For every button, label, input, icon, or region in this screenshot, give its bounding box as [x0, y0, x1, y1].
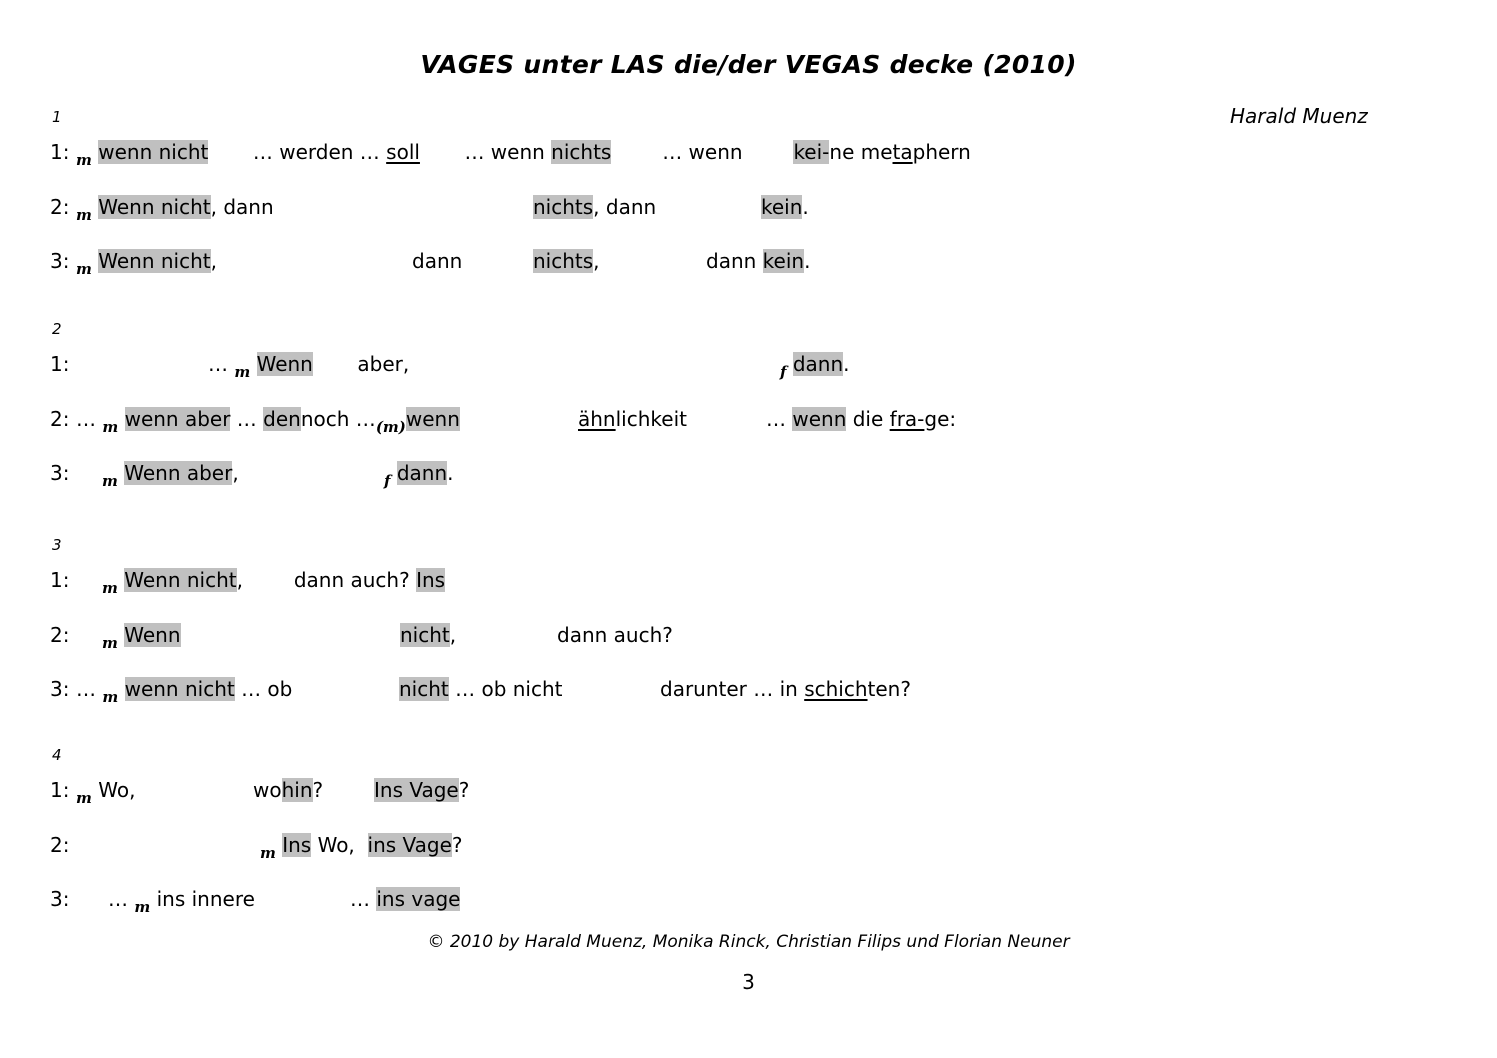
- voice-text-fragment: [533, 189, 656, 225]
- dynamic-marking: m: [76, 206, 92, 224]
- highlighted-word: nichts: [551, 140, 612, 164]
- text-fragment: …: [208, 352, 235, 376]
- highlighted-word: wenn nicht: [124, 677, 235, 701]
- voice-text: [102, 562, 445, 600]
- highlighted-word: wenn aber: [124, 407, 231, 431]
- highlighted-word: Ins: [282, 833, 312, 857]
- highlighted-word: nichts: [533, 195, 594, 219]
- voice-text: [76, 243, 217, 281]
- section-number: 4: [52, 746, 62, 764]
- voice-text-fragment: [400, 617, 456, 653]
- highlighted-word: nichts: [533, 249, 594, 273]
- text-fragment: , dann auch?: [236, 568, 417, 592]
- text-fragment: ,: [593, 249, 600, 273]
- text-fragment: ins innere: [150, 887, 255, 911]
- voice-label: 1:: [50, 568, 70, 592]
- highlighted-word: Wenn: [124, 623, 181, 647]
- text-fragment: … wenn: [419, 140, 552, 164]
- voice-label: 3:: [50, 461, 70, 485]
- page-number: 3: [742, 970, 755, 994]
- text-fragment: …: [108, 887, 135, 911]
- highlighted-word: hin: [281, 778, 313, 802]
- voice-line: [0, 772, 1497, 812]
- voice-label: 1:: [50, 778, 70, 802]
- voice-text-fragment: [384, 455, 453, 493]
- voice-text: [76, 189, 274, 227]
- highlighted-word: Wenn nicht: [98, 249, 211, 273]
- text-fragment: [250, 352, 256, 376]
- highlighted-word: Wenn: [256, 352, 313, 376]
- voice-line: [0, 346, 1497, 386]
- voice-text-fragment: [706, 243, 810, 279]
- voice-text-fragment: [766, 401, 956, 437]
- text-fragment: [390, 461, 396, 485]
- dynamic-marking: m: [102, 418, 119, 436]
- text-fragment: ,: [449, 623, 457, 647]
- dynamic-marking: f: [384, 472, 391, 490]
- voice-line: [0, 562, 1497, 602]
- dynamic-marking: m: [102, 472, 118, 490]
- text-fragment: .: [843, 352, 850, 376]
- highlighted-word: Wenn nicht: [124, 568, 237, 592]
- voice-text-fragment: [374, 772, 469, 808]
- highlighted-word: wenn: [405, 407, 460, 431]
- highlighted-word: Wenn aber: [124, 461, 233, 485]
- section-number: 3: [52, 536, 62, 554]
- dynamic-marking: m: [102, 688, 119, 706]
- voice-text-fragment: [578, 401, 687, 437]
- voice-label: 3:: [50, 887, 70, 911]
- highlighted-word: kein: [762, 249, 805, 273]
- text-fragment: aber,: [312, 352, 410, 376]
- voice-text: [102, 617, 181, 655]
- author-name: Harald Muenz: [1230, 104, 1368, 128]
- text-fragment: … werden …: [208, 140, 387, 164]
- highlighted-word: wenn nicht: [98, 140, 209, 164]
- highlighted-word: dann: [792, 352, 844, 376]
- voice-label: 1:: [50, 352, 70, 376]
- voice-label: 2:: [50, 833, 70, 857]
- voice-line: [0, 671, 1497, 711]
- highlighted-word: Ins Vage: [374, 778, 459, 802]
- dynamic-marking: m: [102, 634, 118, 652]
- highlighted-word: ins Vage: [367, 833, 452, 857]
- text-fragment: noch …: [300, 407, 376, 431]
- text-fragment: ge:: [924, 407, 957, 431]
- dynamic-marking: m: [102, 579, 118, 597]
- text-fragment: …: [230, 407, 264, 431]
- text-fragment: wo: [253, 778, 282, 802]
- text-fragment: [118, 407, 124, 431]
- text-fragment: , dann: [210, 195, 274, 219]
- dynamic-marking: (m): [375, 418, 406, 436]
- voice-label: 2:: [50, 195, 70, 219]
- text-fragment: … ob nicht: [448, 677, 563, 701]
- text-fragment: .: [802, 195, 809, 219]
- voice-text-fragment: [399, 671, 563, 707]
- copyright-notice: © 2010 by Harald Muenz, Monika Rinck, Christian Filips und Florian Neuner: [427, 932, 1070, 952]
- section-number: 1: [52, 108, 62, 126]
- dynamic-marking: f: [780, 363, 787, 381]
- voice-line: [0, 617, 1497, 657]
- text-fragment: ne me: [829, 140, 893, 164]
- highlighted-word: nicht: [400, 623, 450, 647]
- highlighted-word: kein: [761, 195, 803, 219]
- text-fragment: Wo,: [311, 833, 368, 857]
- text-fragment: dann: [706, 249, 763, 273]
- voice-text-fragment: [660, 671, 911, 707]
- voice-text: [76, 671, 292, 709]
- text-fragment: ,: [232, 461, 239, 485]
- dynamic-marking: m: [76, 151, 92, 169]
- underlined-word: ähn: [578, 407, 616, 431]
- text-fragment: .: [447, 461, 454, 485]
- page-title: VAGES unter LAS die/der VEGAS decke (2010): [420, 50, 1077, 79]
- voice-text-fragment: [557, 617, 673, 653]
- voice-text-fragment: [350, 881, 460, 917]
- text-fragment: ?: [312, 778, 324, 802]
- highlighted-word: den: [263, 407, 301, 431]
- highlighted-word: dann: [396, 461, 448, 485]
- text-fragment: … ob: [234, 677, 293, 701]
- voice-text: [208, 346, 409, 384]
- text-fragment: ,: [210, 249, 217, 273]
- voice-text-fragment: [761, 189, 809, 225]
- text-fragment: ?: [458, 778, 470, 802]
- underlined-word: ta: [892, 140, 913, 164]
- voice-text: [260, 827, 463, 865]
- dynamic-marking: m: [134, 898, 151, 916]
- voice-label: 2:: [50, 623, 70, 647]
- voice-text-fragment: [533, 243, 600, 279]
- text-fragment: …: [350, 887, 377, 911]
- text-fragment: Wo,: [91, 778, 136, 802]
- dynamic-marking: m: [76, 260, 92, 278]
- voice-line: [0, 827, 1497, 867]
- text-fragment: [786, 352, 792, 376]
- voice-text-fragment: [253, 772, 323, 808]
- voice-line: [0, 189, 1497, 229]
- voice-label: 3:: [50, 249, 70, 273]
- text-fragment: … wenn: [611, 140, 794, 164]
- voice-text: [76, 134, 971, 172]
- text-fragment: dann: [412, 249, 463, 273]
- text-fragment: dann auch?: [557, 623, 673, 647]
- voice-label: 1:: [50, 140, 70, 164]
- voice-text-fragment: [780, 346, 849, 384]
- voice-text: [108, 881, 255, 919]
- voice-text: [76, 772, 135, 810]
- text-fragment: ?: [451, 833, 463, 857]
- text-fragment: [118, 677, 124, 701]
- underlined-word: fra-: [889, 407, 925, 431]
- voice-line: [0, 455, 1497, 495]
- dynamic-marking: m: [76, 789, 92, 807]
- voice-line: [0, 881, 1497, 921]
- text-fragment: …: [76, 677, 103, 701]
- text-fragment: …: [766, 407, 793, 431]
- text-fragment: ten?: [867, 677, 911, 701]
- voice-label: 3:: [50, 677, 70, 701]
- text-fragment: lichkeit: [615, 407, 687, 431]
- dynamic-marking: m: [260, 844, 276, 862]
- text-fragment: darunter … in: [660, 677, 805, 701]
- voice-text: [76, 401, 460, 439]
- section-number: 2: [52, 320, 62, 338]
- text-fragment: phern: [912, 140, 971, 164]
- highlighted-word: kei-: [793, 140, 830, 164]
- highlighted-word: ins vage: [376, 887, 461, 911]
- text-fragment: , dann: [593, 195, 657, 219]
- underlined-word: soll: [386, 140, 420, 164]
- underlined-word: schich: [804, 677, 868, 701]
- voice-line: [0, 243, 1497, 283]
- voice-text: [102, 455, 239, 493]
- voice-line: [0, 134, 1497, 174]
- voice-label: 2:: [50, 407, 70, 431]
- highlighted-word: Ins: [416, 568, 446, 592]
- voice-text-fragment: [412, 243, 462, 279]
- text-fragment: .: [804, 249, 811, 273]
- highlighted-word: wenn: [792, 407, 847, 431]
- text-fragment: …: [76, 407, 103, 431]
- highlighted-word: Wenn nicht: [98, 195, 211, 219]
- text-fragment: die: [846, 407, 890, 431]
- voice-line: [0, 401, 1497, 441]
- dynamic-marking: m: [234, 363, 251, 381]
- highlighted-word: nicht: [399, 677, 449, 701]
